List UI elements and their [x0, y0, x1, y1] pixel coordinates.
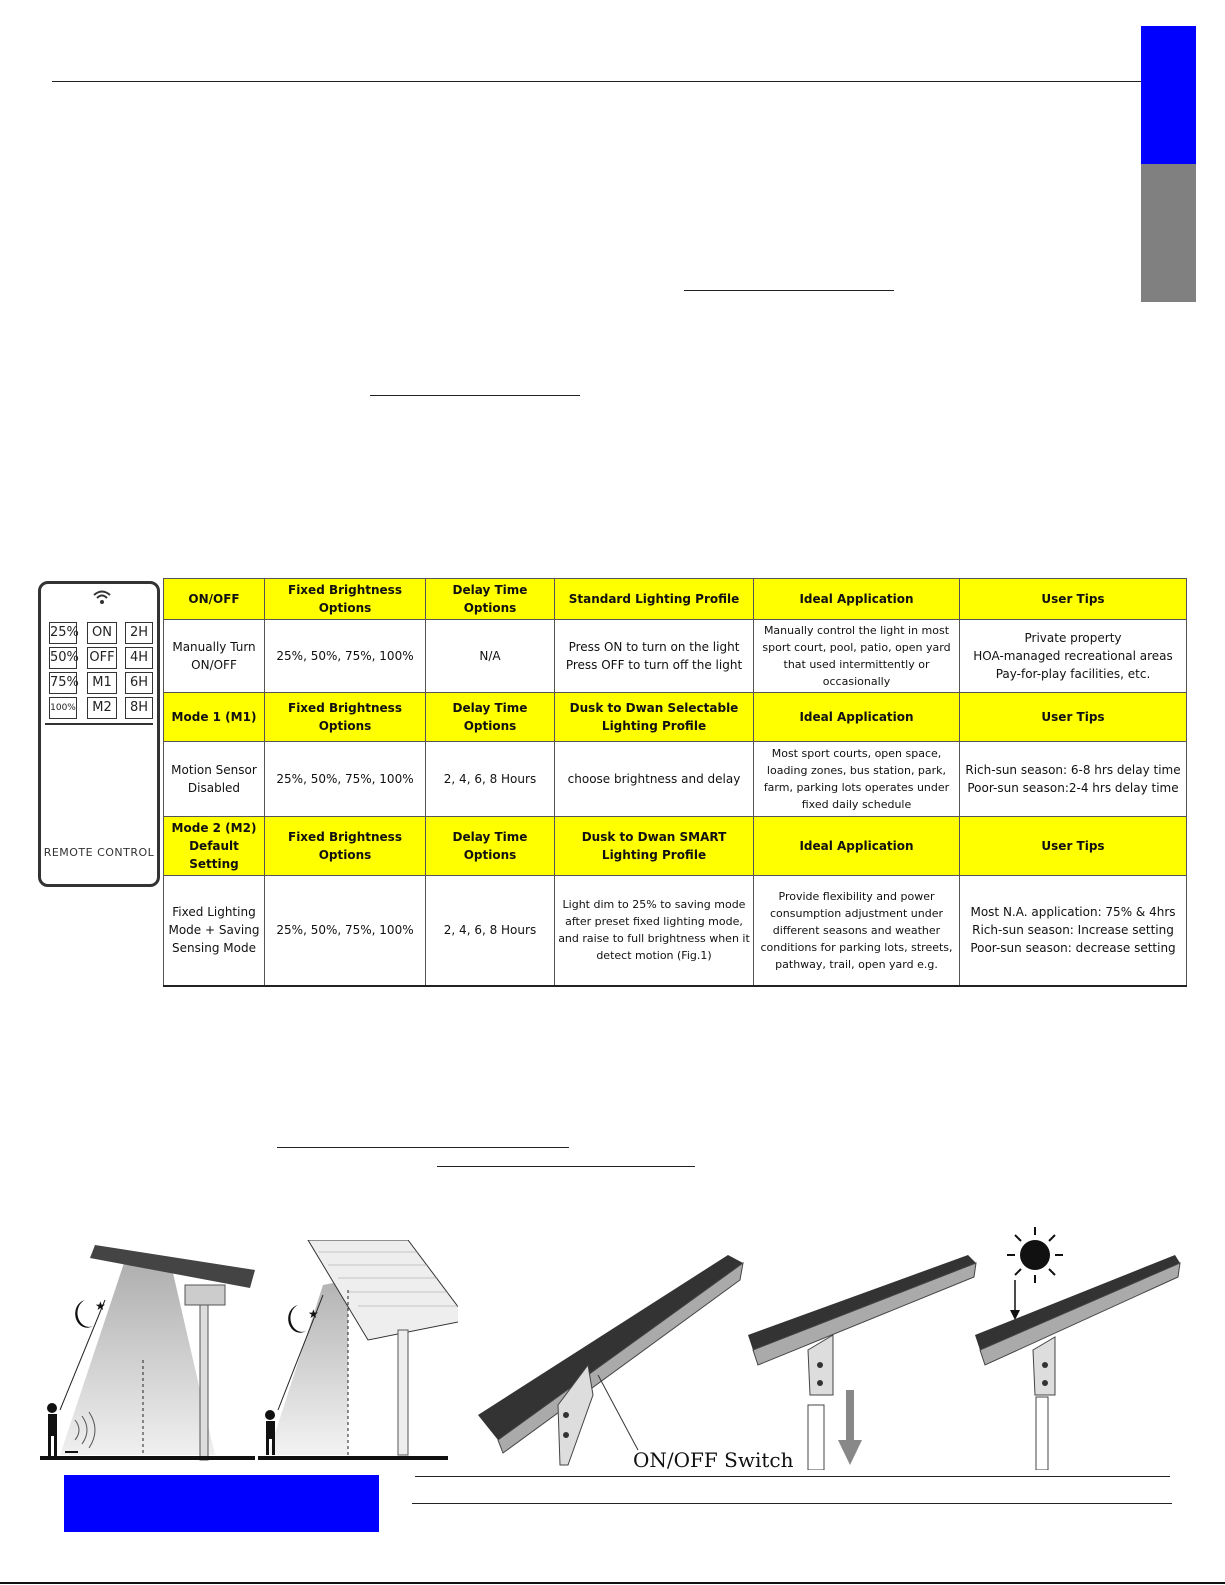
table-cell: choose brightness and delay: [555, 742, 754, 817]
underline-1: [684, 290, 894, 291]
table-cell: Mode 2 (M2) Default Setting: [164, 817, 265, 876]
lighting-modes-table: [163, 578, 1187, 987]
remote-key[interactable]: 2H: [125, 622, 153, 644]
table-row: [164, 742, 1187, 817]
remote-key[interactable]: 50%: [49, 647, 77, 669]
table-cell: Ideal Application: [754, 817, 960, 876]
table-cell: Delay Time Options: [426, 693, 555, 742]
remote-key[interactable]: 25%: [49, 622, 77, 644]
table-header-row: [164, 579, 1187, 620]
svg-text:★: ★: [308, 1307, 319, 1321]
sun-icon: [1007, 1227, 1063, 1283]
figure-day-pole: [748, 1255, 978, 1470]
table-cell: Rich-sun season: 6-8 hrs delay time Poor-sun season:2-4 hrs delay time: [960, 742, 1187, 817]
table-cell: Manually control the light in most sport court, pool, patio, open yard that used intermittently or occasionally: [754, 620, 960, 693]
table-header-row: [164, 817, 1187, 876]
remote-label: REMOTE CONTROL: [43, 846, 155, 859]
table-cell: Press ON to turn on the light Press OFF to turn off the light: [555, 620, 754, 693]
table-cell: ON/OFF: [164, 579, 265, 620]
remote-key[interactable]: M2: [87, 697, 117, 719]
section-tab-inactive: [1141, 164, 1196, 302]
table-cell: Delay Time Options: [426, 579, 555, 620]
underline-3: [277, 1147, 569, 1148]
table-cell: Fixed Brightness Options: [265, 579, 426, 620]
remote-key[interactable]: ON: [87, 622, 117, 644]
remote-key[interactable]: 100%: [49, 697, 77, 719]
figure-onoff-switch: [478, 1255, 748, 1470]
table-cell: Dusk to Dwan Selectable Lighting Profile: [555, 693, 754, 742]
table-cell: Mode 1 (M1): [164, 693, 265, 742]
moon-icon-2: [288, 1305, 306, 1333]
table-cell: Light dim to 25% to saving mode after preset fixed lighting mode, and raise to full brightness when it detect motion (Fig.1): [555, 876, 754, 986]
figure-sun-charging: [975, 1225, 1190, 1470]
remote-key[interactable]: 75%: [49, 672, 77, 694]
table-cell: 2, 4, 6, 8 Hours: [426, 742, 555, 817]
footer-rule-bottom: [412, 1503, 1172, 1504]
table-cell: Dusk to Dwan SMART Lighting Profile: [555, 817, 754, 876]
table-header-row: [164, 693, 1187, 742]
table-cell: User Tips: [960, 579, 1187, 620]
table-cell: Manually Turn ON/OFF: [164, 620, 265, 693]
table-cell: Ideal Application: [754, 579, 960, 620]
table-cell: Delay Time Options: [426, 817, 555, 876]
remote-key[interactable]: 6H: [125, 672, 153, 694]
table-cell: N/A: [426, 620, 555, 693]
table-cell: Private property HOA-managed recreational areas Pay-for-play facilities, etc.: [960, 620, 1187, 693]
table-cell: 25%, 50%, 75%, 100%: [265, 876, 426, 986]
onoff-switch-label: ON/OFF Switch: [633, 1448, 794, 1472]
table-cell: Fixed Brightness Options: [265, 817, 426, 876]
remote-key[interactable]: M1: [87, 672, 117, 694]
table-cell: 25%, 50%, 75%, 100%: [265, 620, 426, 693]
table-cell: Fixed Lighting Mode + Saving Sensing Mode: [164, 876, 265, 986]
section-tab-active: [1141, 26, 1196, 164]
footer-rule-top: [415, 1476, 1170, 1477]
remote-key[interactable]: 4H: [125, 647, 153, 669]
table-cell: Fixed Brightness Options: [265, 693, 426, 742]
remote-key[interactable]: 8H: [125, 697, 153, 719]
moon-icon: [75, 1300, 93, 1328]
header-rule: [52, 81, 1142, 82]
table-row: [164, 620, 1187, 693]
table-row: [164, 876, 1187, 986]
remote-control: [38, 581, 160, 887]
remote-keypad: [45, 588, 153, 725]
table-cell: Motion Sensor Disabled: [164, 742, 265, 817]
remote-key[interactable]: OFF: [87, 647, 117, 669]
table-cell: Most N.A. application: 75% & 4hrs Rich-sun season: Increase setting Poor-sun season: decrease setting: [960, 876, 1187, 986]
underline-4: [437, 1166, 695, 1167]
table-cell: Provide flexibility and power consumption adjustment under different seasons and weather conditions for parking lots, streets, pathway, trail, open yard e.g.: [754, 876, 960, 986]
underline-2: [370, 395, 580, 396]
svg-text:★: ★: [95, 1299, 106, 1313]
table-cell: User Tips: [960, 817, 1187, 876]
figure-motion-sensing: [40, 1240, 255, 1485]
table-cell: Standard Lighting Profile: [555, 579, 754, 620]
table-cell: 25%, 50%, 75%, 100%: [265, 742, 426, 817]
page-bottom-rule: [0, 1582, 1225, 1584]
table-cell: Ideal Application: [754, 693, 960, 742]
footer-logo-block: [64, 1475, 379, 1532]
figure-solar-panel-night: [258, 1240, 458, 1485]
table-cell: Most sport courts, open space, loading zones, bus station, park, farm, parking lots operates under fixed daily schedule: [754, 742, 960, 817]
table-cell: User Tips: [960, 693, 1187, 742]
table-cell: 2, 4, 6, 8 Hours: [426, 876, 555, 986]
